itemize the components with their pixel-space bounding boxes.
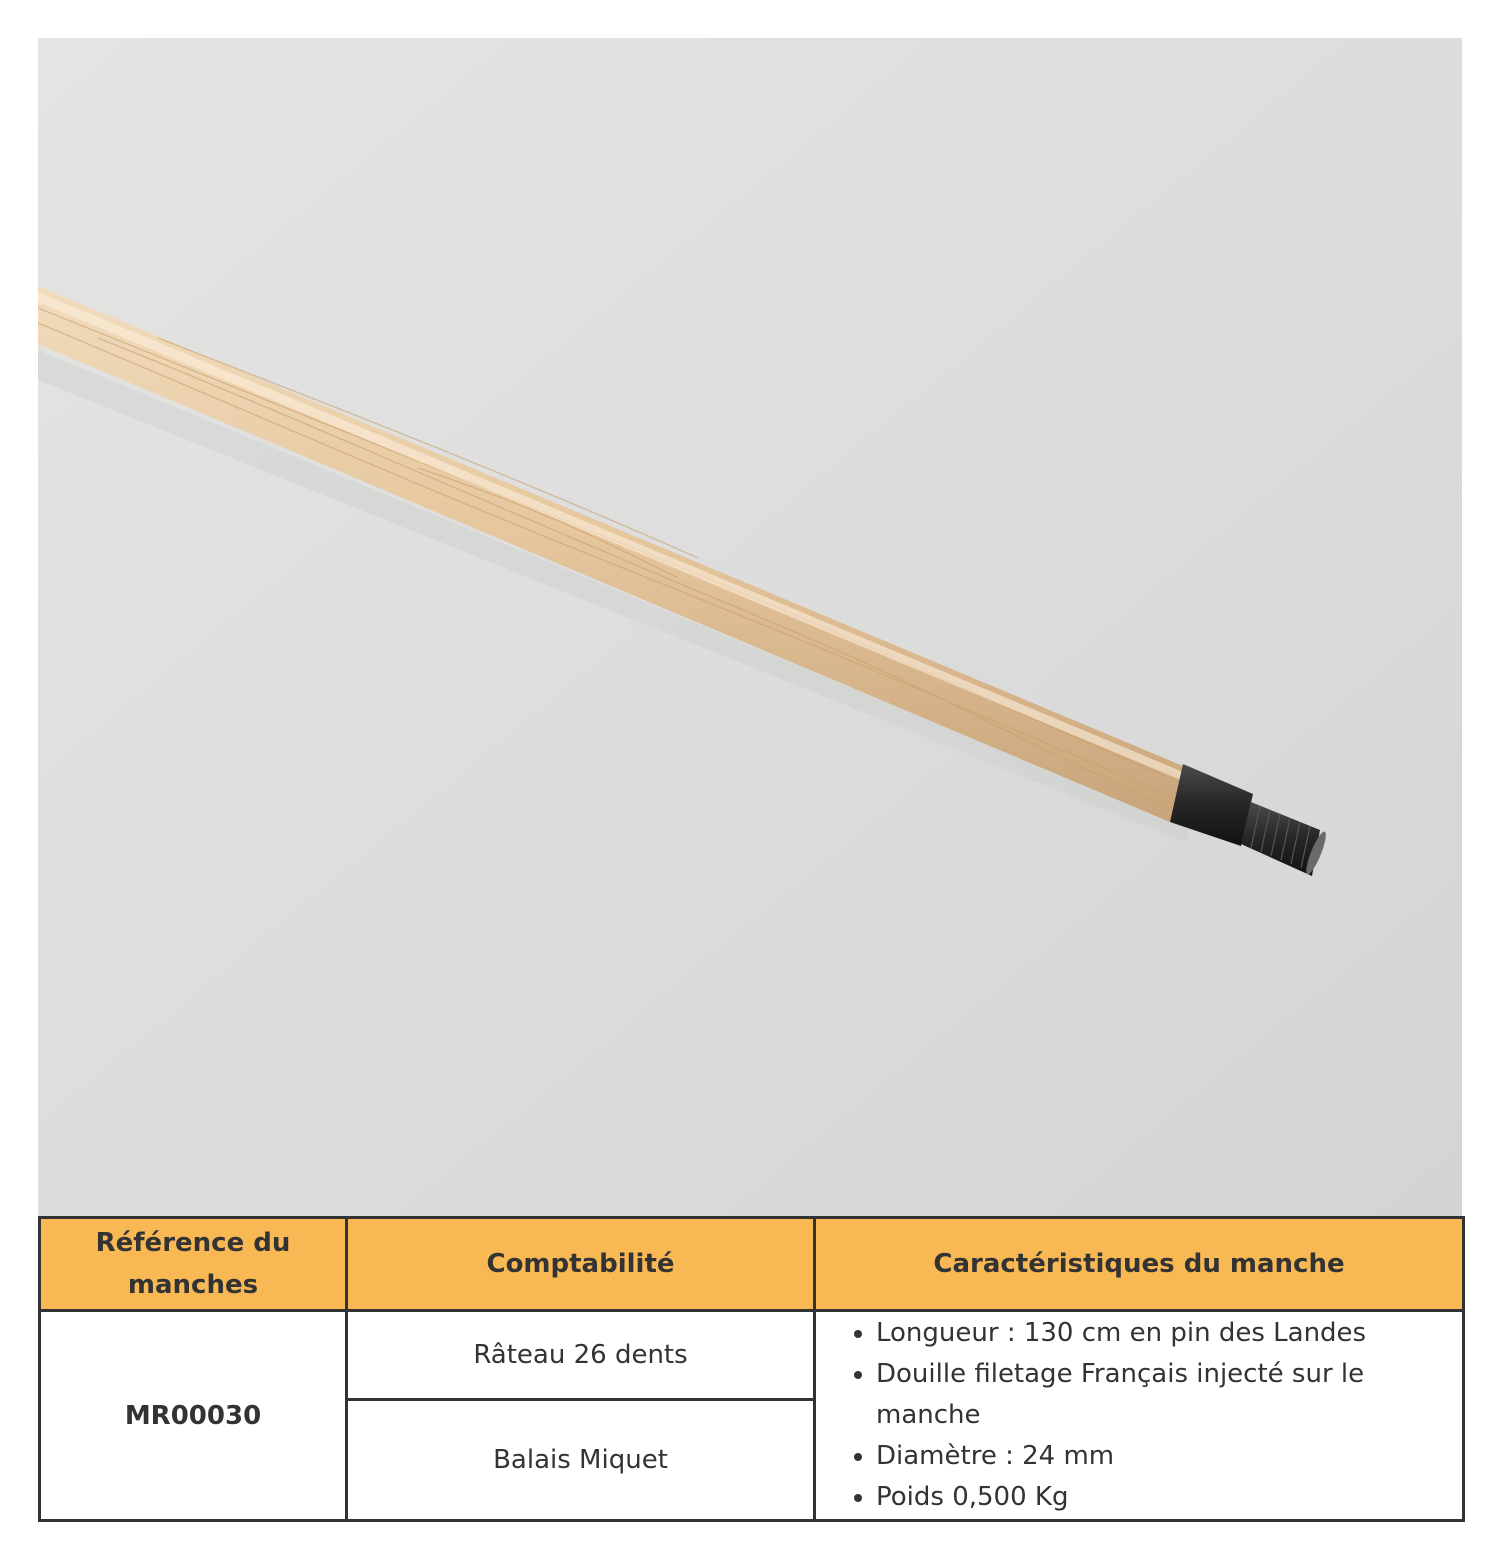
broom-handle-photo <box>38 38 1462 1216</box>
compatibility-cell: Râteau 26 dents <box>347 1311 815 1400</box>
compatibility-cell: Balais Miquet <box>347 1400 815 1521</box>
feature-diameter: • Diamètre : 24 mm <box>876 1436 1448 1477</box>
product-photo <box>38 38 1462 1216</box>
header-reference: Référence du manches <box>40 1218 347 1311</box>
features-list <box>830 1313 1448 1518</box>
table-header-row <box>40 1218 1464 1311</box>
table-row <box>40 1311 1464 1400</box>
feature-socket: • Douille filetage Français injecté sur le manche <box>876 1354 1448 1436</box>
reference-cell: MR00030 <box>40 1311 347 1521</box>
header-features: Caractéristiques du manche <box>815 1218 1464 1311</box>
header-compatibility: Comptabilité <box>347 1218 815 1311</box>
feature-weight: • Poids 0,500 Kg <box>876 1477 1448 1518</box>
specs-table <box>38 1216 1465 1522</box>
feature-length: • Longueur : 130 cm en pin des Landes <box>876 1313 1448 1354</box>
features-cell <box>815 1311 1464 1521</box>
